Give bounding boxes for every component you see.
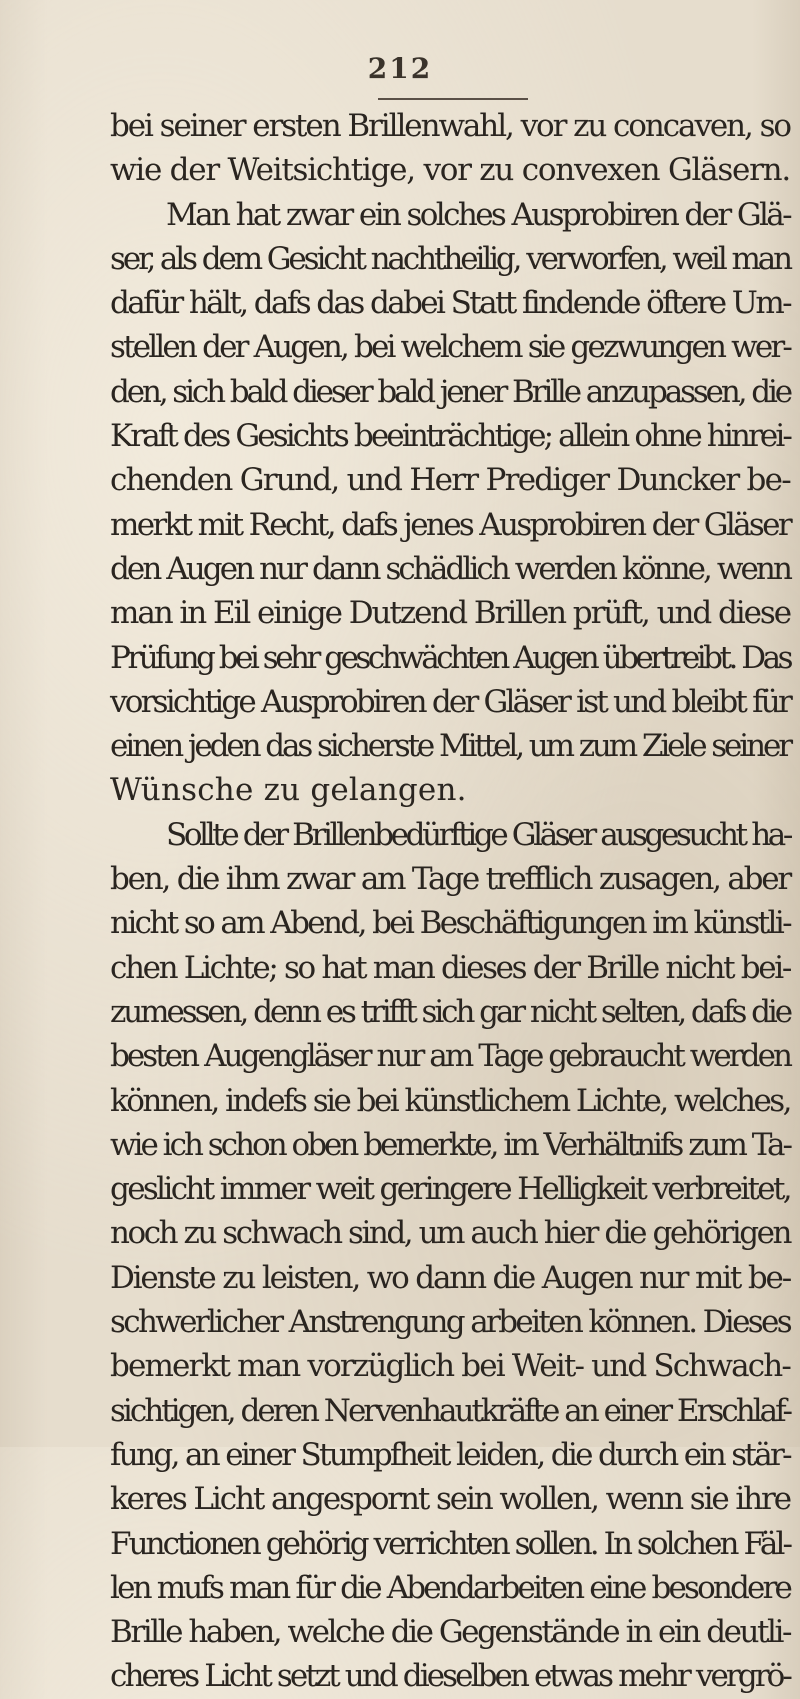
text-line: Prüfung bei sehr geschwächten Augen übertreibt. Das [110,639,790,676]
text-line: noch zu schwach sind, um auch hier die gehörigen [110,1215,790,1252]
text-line: wie ich schon oben bemerkte, im Verhältnifs zum Ta- [110,1126,790,1163]
text-line: merkt mit Recht, dafs jenes Ausprobiren der Gläser [110,506,790,543]
text-line: Sollte der Brillenbedürftige Gläser ausgesucht ha- [166,816,790,853]
body-text [110,104,790,1699]
text-line: ben, die ihm zwar am Tage trefflich zusagen, aber [110,861,790,898]
text-line: bei seiner ersten Brillenwahl, vor zu concaven, so [110,108,790,144]
text-line: len mufs man für die Abendarbeiten eine besondere [110,1569,790,1606]
text-line: schwerlicher Anstrengung arbeiten können. Dieses [110,1304,790,1341]
text-line: können, indefs sie bei künstlichem Lichte, welches, [110,1082,790,1119]
text-line: Functionen gehörig verrichten sollen. In solchen Fäl- [110,1525,790,1562]
text-line: zumessen, denn es trifft sich gar nicht selten, dafs die [110,993,790,1030]
text-line: sichtigen, deren Nervenhautkräfte an einer Erschlaf- [110,1392,790,1429]
text-line: vorsichtige Ausprobiren der Gläser ist und bleibt für [110,683,790,720]
text-line: bemerkt man vorzüglich bei Weit- und Schwach- [110,1348,790,1385]
text-line: den Augen nur dann schädlich werden könne, wenn [110,550,790,587]
text-line: man in Eil einige Dutzend Brillen prüft, und diese [110,595,790,632]
text-line: Man hat zwar ein solches Ausprobiren der Glä- [166,196,790,233]
text-line: nicht so am Abend, bei Beschäftigungen im künstli- [110,905,790,942]
text-line: Wünsche zu gelangen. [110,772,467,809]
text-line: ser, als dem Gesicht nachtheilig, verworfen, weil man [110,240,791,277]
text-line: wie der Weitsichtige, vor zu convexen Gläsern. [110,152,790,189]
text-line: chenden Grund, und Herr Prediger Duncker be- [110,462,790,499]
text-line: Kraft des Gesichts beeinträchtige; allein ohne hinrei- [110,418,790,455]
text-line: cheres Licht setzt und dieselben etwas mehr vergrö- [110,1658,790,1695]
text-line: chen Lichte; so hat man dieses der Brille nicht bei- [110,949,791,986]
text-line: Dienste zu leisten, wo dann die Augen nur mit be- [110,1259,791,1296]
text-line: besten Augengläser nur am Tage gebraucht werden [110,1038,790,1075]
text-line: Brille haben, welche die Gegenstände in ein deutli- [110,1614,790,1651]
text-line: dafür hält, dafs das dabei Statt findende öftere Um- [110,285,790,322]
text-line: keres Licht angespornt sein wollen, wenn sie ihre [110,1481,790,1518]
text-line: geslicht immer weit geringere Helligkeit verbreitet, [110,1171,790,1208]
text-line: einen jeden das sicherste Mittel, um zum Ziele seiner [110,728,790,765]
text-line: den, sich bald dieser bald jener Brille anzupassen, die [110,373,790,410]
header-rule [378,98,528,100]
page-number: 212 [367,52,433,85]
text-line: stellen der Augen, bei welchem sie gezwungen wer- [110,329,790,366]
text-line: fung, an einer Stumpfheit leiden, die durch ein stär- [110,1436,790,1473]
